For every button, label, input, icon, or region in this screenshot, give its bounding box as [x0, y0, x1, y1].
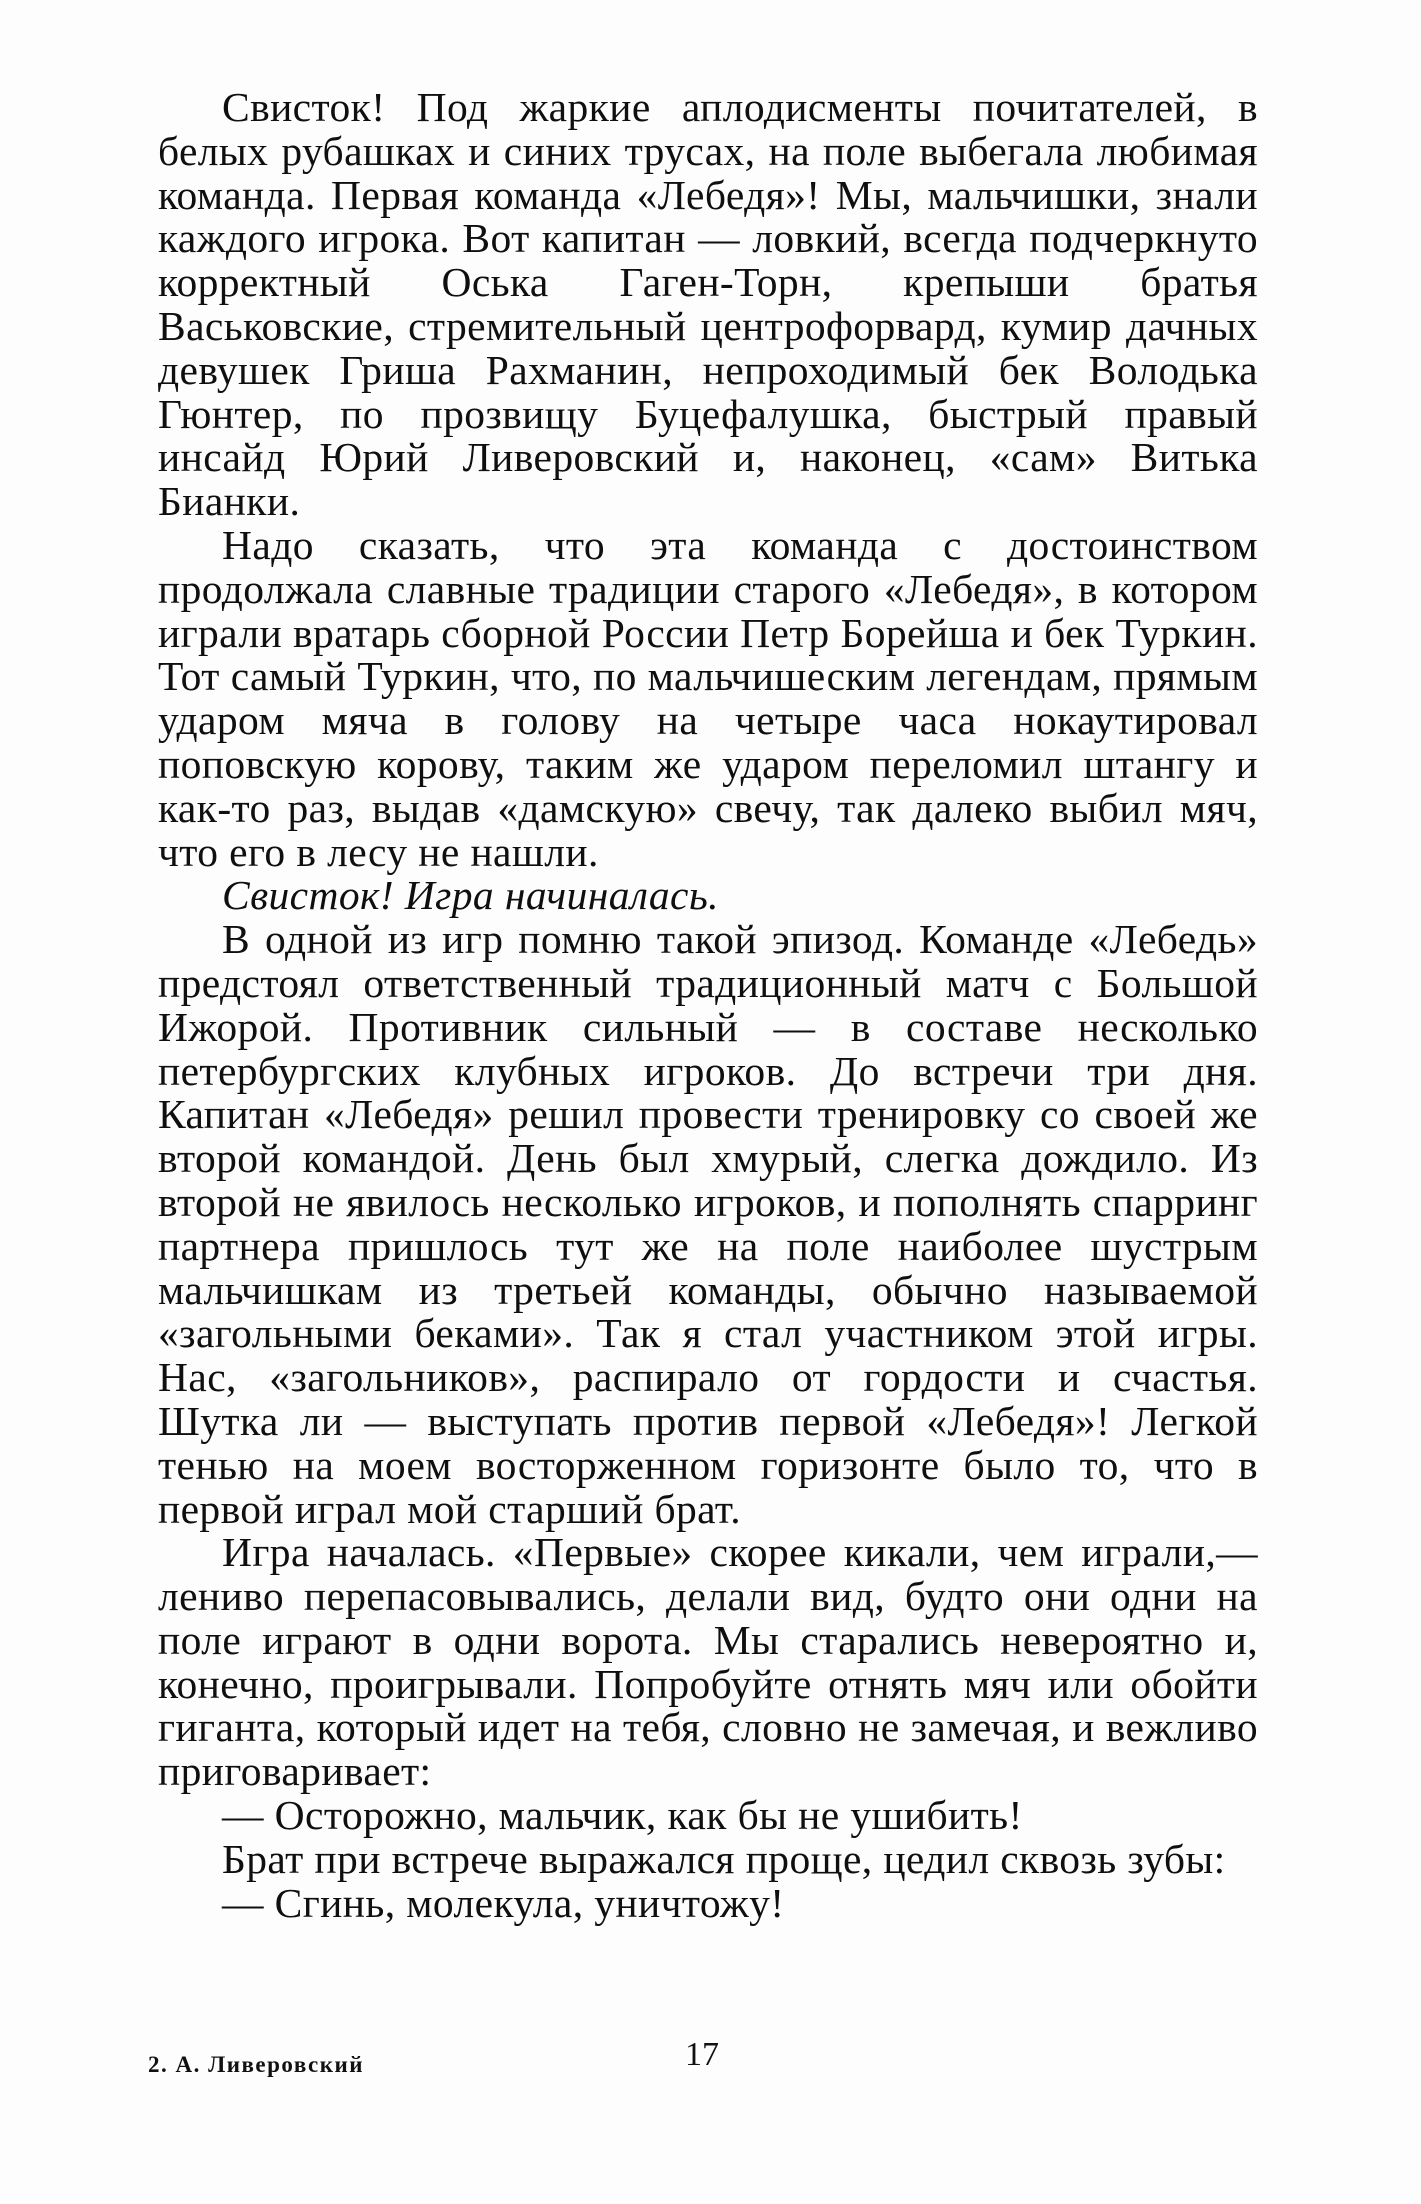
signature-mark: 2. А. Ливеровский: [148, 2052, 365, 2077]
paragraph-1: Свисток! Под жаркие аплодисменты почитателей, в белых рубашках и синих трусах, на поле выбегала любимая команда. Первая команда «Лебедя»! Мы, мальчишки, знали каждого игрока. Вот капитан — ловкий, всегда подчеркнуто корректный Оська Гаген-Торн, крепыши братья Васьковские, стремительный центрофорвард, кумир дачных девушек Гриша Рахманин, непроходимый бек Володька Гюнтер, по прозвищу Буцефалушка, быстрый правый инсайд Юрий Ливеровский и, наконец, «сам» Витька Бианки.: [158, 84, 1258, 525]
paragraph-5: Игра началась. «Первые» скорее кикали, чем играли,— лениво перепасовывались, делали вид, будто они одни на поле играют в одни ворота. Мы старались невероятно и, конечно, проигрывали. Попробуйте отнять мяч или обойти гиганта, который идет на тебя, словно не замечая, и вежливо приговаривает:: [158, 1529, 1258, 1795]
paragraph-3: Свисток! Игра начиналась.: [222, 872, 719, 919]
paragraph-2: Надо сказать, что эта команда с достоинством продолжала славные традиции старого «Лебедя», в котором играли вратарь сборной России Петр Борейша и бек Туркин. Тот самый Туркин, что, по мальчишеским легендам, прямым ударом мяча в голову на четыре часа нокаутировал поповскую корову, таким же ударом переломил штангу и как-то раз, выдав «дамскую» свечу, так далеко выбил мяч, что его в лесу не нашли.: [158, 521, 1258, 875]
paragraph-8: — Сгинь, молекула, уничтожу!: [222, 1879, 785, 1926]
paragraph-7: Брат при встрече выражался проще, цедил сквозь зубы:: [222, 1835, 1226, 1882]
body-text: [158, 86, 1258, 1925]
paragraph-6: — Осторожно, мальчик, как бы не ушибить!: [222, 1792, 1023, 1839]
page-number: 17: [685, 2036, 719, 2073]
paragraph-4: В одной из игр помню такой эпизод. Команде «Лебедь» предстоял ответственный традиционный матч с Большой Ижорой. Противник сильный — в составе несколько петербургских клубных игроков. До встречи три дня. Капитан «Лебедя» решил провести тренировку со своей же второй командой. День был хмурый, слегка дождило. Из второй не явилось несколько игроков, и пополнять спарринг партнера пришлось тут же на поле наиболее шустрым мальчишкам из третьей команды, обычно называемой «загольными беками». Так я стал участником этой игры. Нас, «загольников», распирало от гордости и счастья. Шутка ли — выступать против первой «Лебедя»! Легкой тенью на моем восторженном горизонте было то, что в первой играл мой старший брат.: [158, 916, 1258, 1532]
